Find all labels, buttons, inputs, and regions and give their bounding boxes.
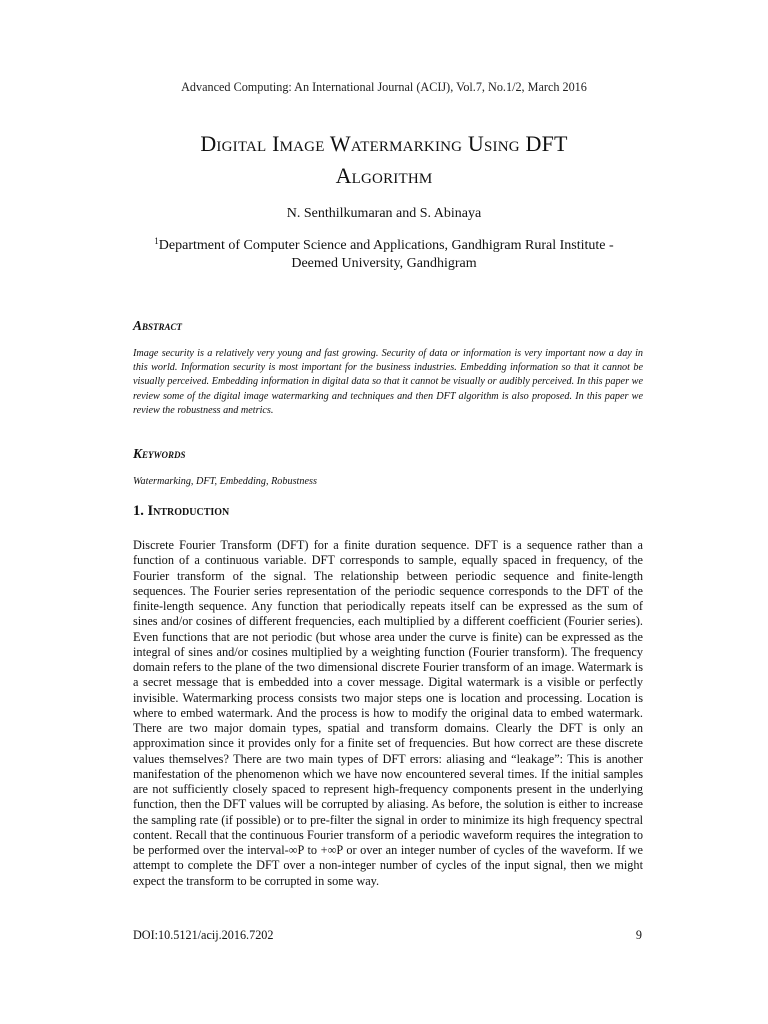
affiliation-line-2: Deemed University, Gandhigram bbox=[291, 256, 477, 271]
paper-title-line-2: Algorithm bbox=[335, 163, 433, 188]
page-number: 9 bbox=[635, 928, 642, 942]
abstract-heading: Abstract bbox=[133, 318, 183, 333]
keywords-heading: Keywords bbox=[133, 446, 186, 461]
affiliation-line-1 bbox=[0, 232, 768, 255]
authors: N. Senthilkumaran and S. Abinaya bbox=[286, 206, 482, 221]
abstract-text: Image security is a relatively very young and fast growing. Security of data or information is very important now a day in this world. Information security is most important for the business industries. Embedding information so that it cannot be visually perceived. Embedding information in digital data so that it cannot be visually or audibly perceived. In this paper we review some of the digital image watermarking and techniques and then DFT algorithm is also proposed. In this paper we review the robustness and metrics. bbox=[133, 348, 643, 416]
introduction-text: Discrete Fourier Transform (DFT) for a finite duration sequence. DFT is a sequence rather than a function of a continuous variable. DFT corresponds to sample, equally spaced in frequency, of the Fourier transform of the signal. The relationship between periodic sequence and finite-length sequences. The Fourier series representation of the periodic sequence corresponds to the DFT of the finite-length sequence. Any function that periodically repeats itself can be expressed as the sum of sines and/or cosines of different frequencies, each multiplied by a different coefficient (Fourier series). Even functions that are not periodic (but whose area under the curve is finite) can be expressed as the integral of sines and/or cosines multiplied by a weighting function (Fourier transform). The frequency domain refers to the plane of the two dimensional discrete Fourier transform of an image. Watermark is a secret message that is embedded into a cover message. Digital watermark is a visible or perfectly invisible. Watermarking process consists two major steps one is location and processing. Location is where to embed watermark. And the process is how to modify the original data to embed watermark. There are two major domain types, spatial and transform domains. Clearly the DFT is only an approximation since it provides only for a finite set of frequencies. But how correct are these discrete values themselves? There are two main types of DFT errors: aliasing and “leakage”: This is another manifestation of the phenomenon which we have now encountered several times. If the initial samples are not sufficiently closely spaced to represent high-frequency components present in the underlying function, then the DFT values will be corrupted by aliasing. As before, the solution is either to increase the sampling rate (if possible) or to pre-filter the signal in order to minimize its high frequency spectral content. Recall that the continuous Fourier transform of a periodic waveform requires the integration to be performed over the interval-∞P to +∞P or over an integer number of cycles of the waveform. If we attempt to complete the DFT over a non-integer number of cycles of the input signal, then we might expect the transform to be corrupted in some way. bbox=[133, 538, 643, 888]
keywords-text: Watermarking, DFT, Embedding, Robustness bbox=[133, 476, 317, 487]
paper-title bbox=[0, 128, 768, 192]
affiliation bbox=[0, 232, 768, 273]
affiliation-text-1: Department of Computer Science and Applications, Gandhigram Rural Institute - bbox=[158, 238, 614, 253]
footer-doi: DOI:10.5121/acij.2016.7202 bbox=[133, 928, 274, 942]
running-head: Advanced Computing: An International Journal (ACIJ), Vol.7, No.1/2, March 2016 bbox=[181, 80, 587, 94]
introduction-heading: 1. Introduction bbox=[133, 503, 230, 519]
paper-title-line-1: Digital Image Watermarking Using DFT bbox=[200, 131, 568, 156]
affiliation-marker: 1 bbox=[154, 236, 159, 246]
